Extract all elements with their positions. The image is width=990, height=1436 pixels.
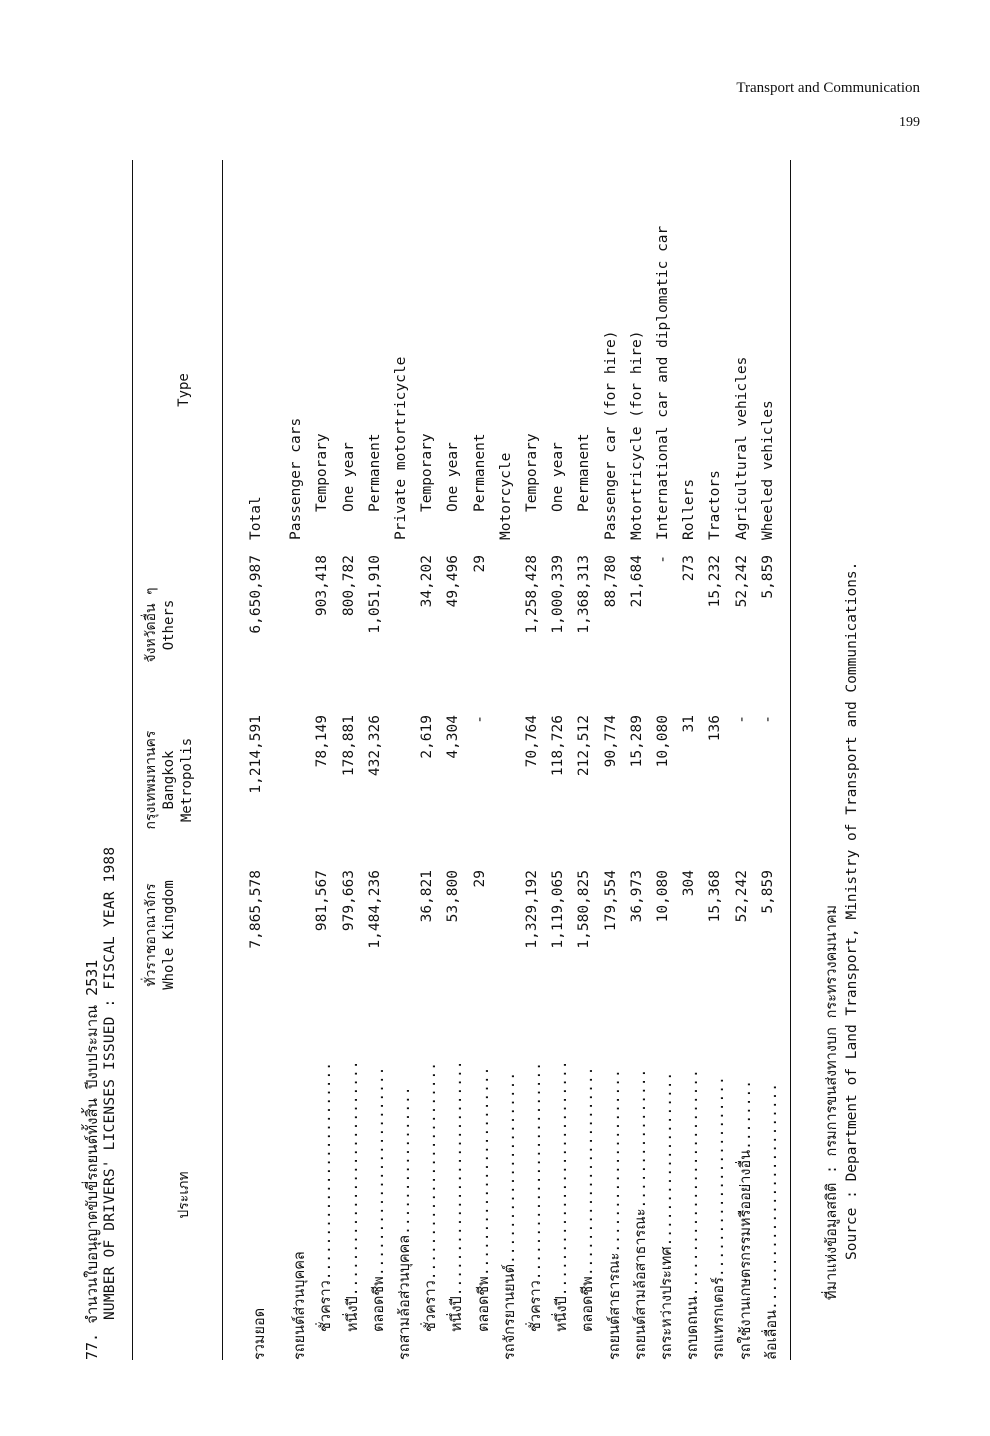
cell-bangkok: 212,512: [576, 715, 593, 777]
cell-bangkok: -: [733, 715, 750, 724]
table-row: [681, 160, 707, 1360]
cell-bangkok: 15,289: [628, 715, 645, 768]
row-label-thai: ตลอดชีพ........................: [580, 1066, 597, 1332]
row-label-english: Tractors: [707, 470, 724, 540]
row-label-thai: ตลอดชีพ........................: [475, 1066, 492, 1332]
cell-whole-kingdom: 1,329,192: [524, 870, 540, 949]
table-row: [498, 160, 524, 1360]
row-label-english: One year: [340, 442, 357, 512]
cell-others: 15,232: [707, 555, 724, 608]
section-title: Transport and Communication: [736, 80, 920, 96]
top-rule: [132, 160, 133, 1360]
cell-whole-kingdom: 7,865,578: [248, 870, 264, 949]
cell-whole-kingdom: 53,800: [445, 870, 462, 923]
header-bangkok: [142, 710, 196, 850]
cell-bangkok: 1,214,591: [248, 715, 264, 794]
table-row: [734, 160, 760, 1360]
cell-others: 52,242: [733, 555, 750, 608]
table-row: [341, 160, 367, 1360]
table-row: [524, 160, 550, 1360]
row-label-english: One year: [445, 442, 462, 512]
cell-others: 5,859: [759, 555, 776, 599]
row-label-thai: รถระหว่างประเทศ....................: [659, 1071, 675, 1360]
header-others: [142, 555, 178, 695]
header-whole-kingdom-english: Whole Kingdom: [161, 880, 177, 990]
header-others-english: Others: [161, 599, 177, 651]
header-bangkok-thai: กรุงเทพมหานคร: [143, 730, 159, 830]
table-row: [655, 160, 681, 1360]
row-label-thai: ชั่วคราว.........................: [528, 1062, 544, 1332]
table-row: [367, 160, 393, 1360]
table-row: [550, 160, 576, 1360]
cell-whole-kingdom: 36,821: [419, 870, 436, 923]
source-thai: ที่มาแห่งข้อมูลสถิติ : กรมการขนส่งทางบก กระทรวงคมนาคม: [824, 904, 840, 1300]
row-label-thai: หนึ่งปี...........................: [449, 1060, 466, 1332]
row-label-thai: รถใช้งานเกษตรกรรมหรืออย่างอื่น........: [737, 1080, 754, 1360]
cell-whole-kingdom: 5,859: [759, 870, 776, 914]
cell-whole-kingdom: 36,973: [628, 870, 645, 923]
table-title-thai: 77. จำนวนใบอนุญาตขับขี่รถยนต์ทั้งสิ้น ปีงบประมาณ 2531: [83, 959, 101, 1360]
source-english: Source : Department of Land Transport, Ministry of Transport and Communications.: [844, 561, 860, 1260]
row-label-thai: ตลอดชีพ........................: [370, 1066, 387, 1332]
header-rule: [222, 160, 223, 1360]
cell-bangkok: 432,326: [366, 715, 383, 777]
cell-bangkok: 136: [707, 715, 724, 742]
row-label-thai: ล้อเลื่อน..........................: [763, 1082, 780, 1360]
header-bangkok-english: Bangkok: [161, 750, 177, 810]
row-label-english: Temporary: [419, 433, 436, 512]
row-label-thai: รถแทรกเตอร์.......................: [711, 1076, 728, 1360]
header-whole-kingdom-thai: ทั่วราชอาณาจักร: [143, 883, 159, 987]
cell-whole-kingdom: 304: [681, 870, 698, 897]
row-label-thai: รถยนต์สาธารณะ.....................: [606, 1069, 623, 1360]
table-row: [393, 160, 419, 1360]
row-label-english: Permanent: [366, 433, 383, 512]
cell-whole-kingdom: 1,119,065: [550, 870, 567, 949]
cell-others: 29: [471, 555, 488, 573]
cell-whole-kingdom: 179,554: [602, 870, 619, 932]
row-label-thai: รถบดถนน..........................: [685, 1069, 702, 1360]
rotated-table-block: [80, 60, 950, 1360]
cell-whole-kingdom: 10,080: [655, 870, 671, 923]
table-row: [760, 160, 786, 1360]
cell-bangkok: 178,881: [340, 715, 357, 777]
table-row: [576, 160, 602, 1360]
row-label-thai: รถยนต์สามล้อสาธารณะ................: [632, 1068, 649, 1360]
cell-whole-kingdom: 1,580,825: [576, 870, 593, 949]
row-label-english: Rollers: [681, 478, 698, 540]
header-whole-kingdom: [142, 865, 178, 1005]
row-label-thai: รถสามล้อส่วนบุคคล.................: [397, 1086, 413, 1360]
table-row: [603, 160, 629, 1360]
cell-others: 34,202: [419, 555, 436, 608]
row-label-thai: รถยนต์ส่วนบุคคล: [292, 1251, 309, 1360]
cell-others: 1,258,428: [524, 555, 540, 634]
cell-whole-kingdom: 981,567: [314, 870, 331, 932]
cell-others: -: [655, 555, 671, 564]
cell-others: 88,780: [602, 555, 619, 608]
cell-others: 1,368,313: [576, 555, 593, 634]
cell-others: 273: [681, 555, 698, 582]
row-label-english: One year: [550, 442, 567, 512]
row-label-english: Motortricycle (for hire): [628, 330, 645, 540]
row-label-thai: รถจักรยานยนต์......................: [501, 1071, 518, 1360]
row-label-english: Motorcycle: [497, 452, 514, 540]
row-label-thai: หนึ่งปี...........................: [344, 1060, 361, 1332]
header-type-english: Type: [176, 373, 192, 407]
table-row: [707, 160, 733, 1360]
cell-bangkok: 4,304: [445, 715, 462, 759]
header-type-thai: ประเภท: [176, 1171, 192, 1219]
table-title-english: NUMBER OF DRIVERS' LICENSES ISSUED : FISCAL YEAR 1988: [102, 846, 118, 1320]
cell-bangkok: 118,726: [550, 715, 567, 777]
header-others-thai: จังหวัดอื่น ๆ: [143, 587, 159, 663]
cell-bangkok: 2,619: [419, 715, 436, 759]
table-row: [314, 160, 340, 1360]
row-label-english: Passenger cars: [288, 417, 305, 540]
cell-whole-kingdom: 52,242: [733, 870, 750, 923]
row-label-thai: ชั่วคราว.........................: [423, 1062, 440, 1332]
row-label-english: Private motortricycle: [393, 356, 409, 540]
row-label-english: Permanent: [576, 433, 593, 512]
cell-others: 1,000,339: [550, 555, 567, 634]
cell-bangkok: 90,774: [602, 715, 619, 768]
row-label-thai: หนึ่งปี...........................: [554, 1060, 571, 1332]
row-label-english: Permanent: [471, 433, 488, 512]
row-label-english: Passenger car (for hire): [602, 330, 619, 540]
cell-bangkok: 31: [681, 715, 698, 733]
cell-others: 1,051,910: [366, 555, 383, 634]
table-row: [629, 160, 655, 1360]
row-label-english: Temporary: [524, 433, 540, 512]
cell-whole-kingdom: 15,368: [707, 870, 724, 923]
cell-bangkok: 10,080: [655, 715, 671, 768]
row-label-english: Wheeled vehicles: [759, 400, 776, 540]
cell-others: 6,650,987: [248, 555, 264, 634]
bottom-rule: [790, 160, 791, 1360]
row-label-english: Temporary: [314, 433, 331, 512]
table-row: [445, 160, 471, 1360]
table-row: [288, 160, 314, 1360]
cell-others: 21,684: [628, 555, 645, 608]
cell-others: 49,496: [445, 555, 462, 608]
row-label-english: Total: [248, 496, 264, 540]
row-label-thai: รวมยอด: [252, 1307, 268, 1360]
cell-whole-kingdom: 1,484,236: [366, 870, 383, 949]
cell-whole-kingdom: 29: [471, 870, 488, 888]
page-number: 199: [899, 115, 920, 130]
cell-others: 903,418: [314, 555, 331, 617]
cell-bangkok: 70,764: [524, 715, 540, 768]
cell-bangkok: -: [759, 715, 776, 724]
row-label-english: International car and diplomatic car: [655, 225, 671, 540]
header-bangkok-english-2: Metropolis: [179, 737, 195, 823]
table-row: [419, 160, 445, 1360]
table-row: [248, 160, 274, 1360]
cell-bangkok: 78,149: [314, 715, 331, 768]
row-label-thai: ชั่วคราว.........................: [318, 1062, 335, 1332]
row-label-english: Agricultural vehicles: [733, 356, 750, 540]
cell-bangkok: -: [471, 715, 488, 724]
table-row: [472, 160, 498, 1360]
cell-others: 800,782: [340, 555, 357, 617]
cell-whole-kingdom: 979,663: [340, 870, 357, 932]
